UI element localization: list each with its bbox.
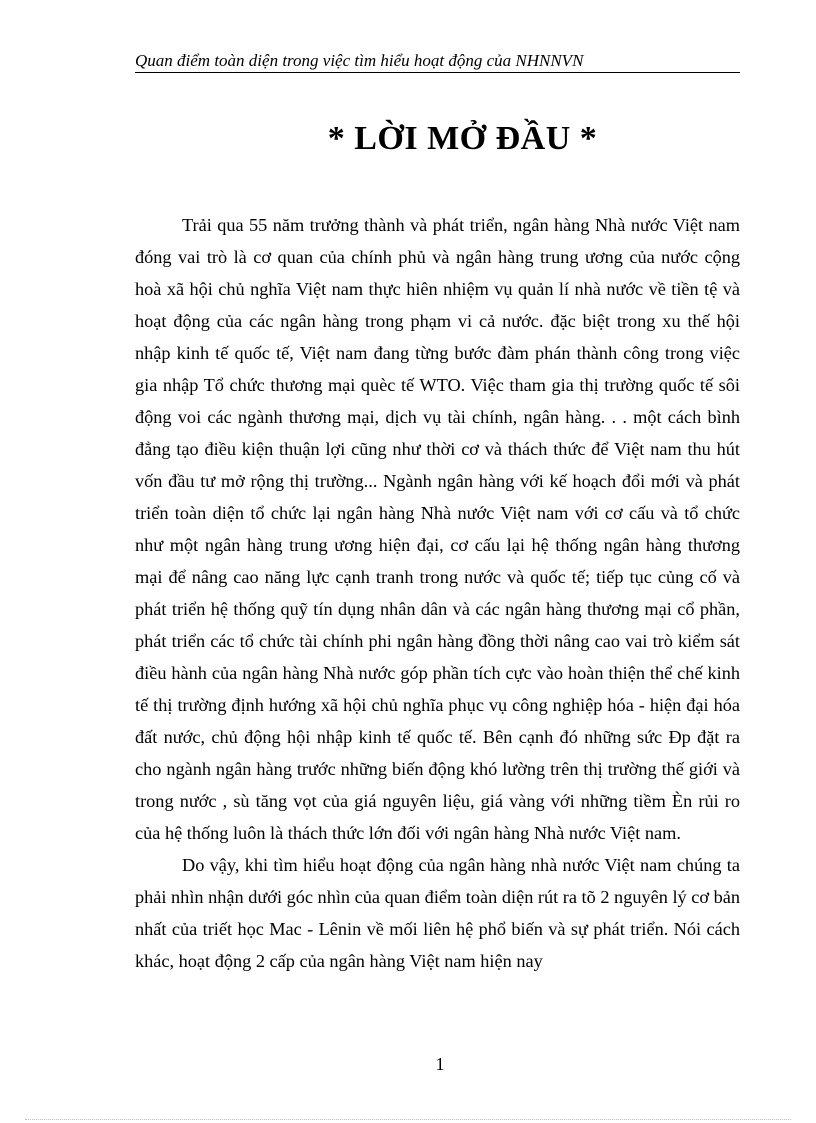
paragraph-2: Do vậy, khi tìm hiểu hoạt động của ngân hàng nhà nước Việt nam chúng ta phải nhìn nhận dưới góc nhìn của quan điểm toàn diện rút ra tõ 2 nguyên lý cơ bản nhất của triết học Mac - Lênin về mối liên hệ phổ biến và sự phát triển. Nói cách khác, hoạt động 2 cấp của ngân hàng Việt nam hiện nay [135,855,740,971]
paragraph-1: Trải qua 55 năm trưởng thành và phát triển, ngân hàng Nhà nước Việt nam đóng vai trò là cơ quan của chính phủ và ngân hàng trung ương của nước cộng hoà xã hội chủ nghĩa Việt nam thực hiên nhiệm vụ quản lí nhà nước về tiền tệ và hoạt động của các ngân hàng trong phạm vi cả nước. đặc biệt trong xu thế hội nhập kinh tế quốc tế, Việt nam đang từng bước đàm phán thành công trong việc gia nhập Tổ chức thương mại quèc tế WTO. Việc tham gia thị trường quốc tế sôi động voi các ngành thương mại, dịch vụ tài chính, ngân hàng. . . một cách bình đẳng tạo điều kiện thuận lợi cũng như thời cơ và thách thức để Việt nam thu hút vốn đầu tư mở rộng thị trường... Ngành ngân hàng với kế hoạch đổi mới và phát triển toàn diện tổ chức lại ngân hàng Nhà nước Việt nam với cơ cấu và tổ chức như một ngân hàng trung ương hiện đại, cơ cấu lại hệ thống ngân hàng thương mại để nâng cao năng lực cạnh tranh trong nước và quốc tế; tiếp tục củng cố và phát triển hệ thống quỹ tín dụng nhân dân và các ngân hàng thương mại cổ phần, phát triển các tổ chức tài chính phi ngân hàng đồng thời nâng cao vai trò kiểm sát điều hành của ngân hàng Nhà nước góp phần tích cực vào hoàn thiện thể chế kinh tế thị trường định hướng xã hội chủ nghĩa phục vụ công nghiệp hóa - hiện đại hóa đất nước, chủ động hội nhập kinh tế quốc tế. Bên cạnh đó những sức Ðp đặt ra cho ngành ngân hàng trước những biến động khó lường trên thị trường thế giới và trong nước , sù tăng vọt của giá nguyên liệu, giá vàng với những tiềm Èn rủi ro của hệ thống luôn là thách thức lớn đối với ngân hàng Nhà nước Việt nam. [135,215,740,843]
document-body [135,209,740,977]
footer-divider [25,1119,791,1120]
page-number: 1 [435,1054,445,1074]
running-header: Quan điểm toàn diện trong việc tìm hiểu hoạt động của NHNNVN [135,50,740,73]
page-title: * LỜI MỞ ĐẦU * [327,119,598,157]
